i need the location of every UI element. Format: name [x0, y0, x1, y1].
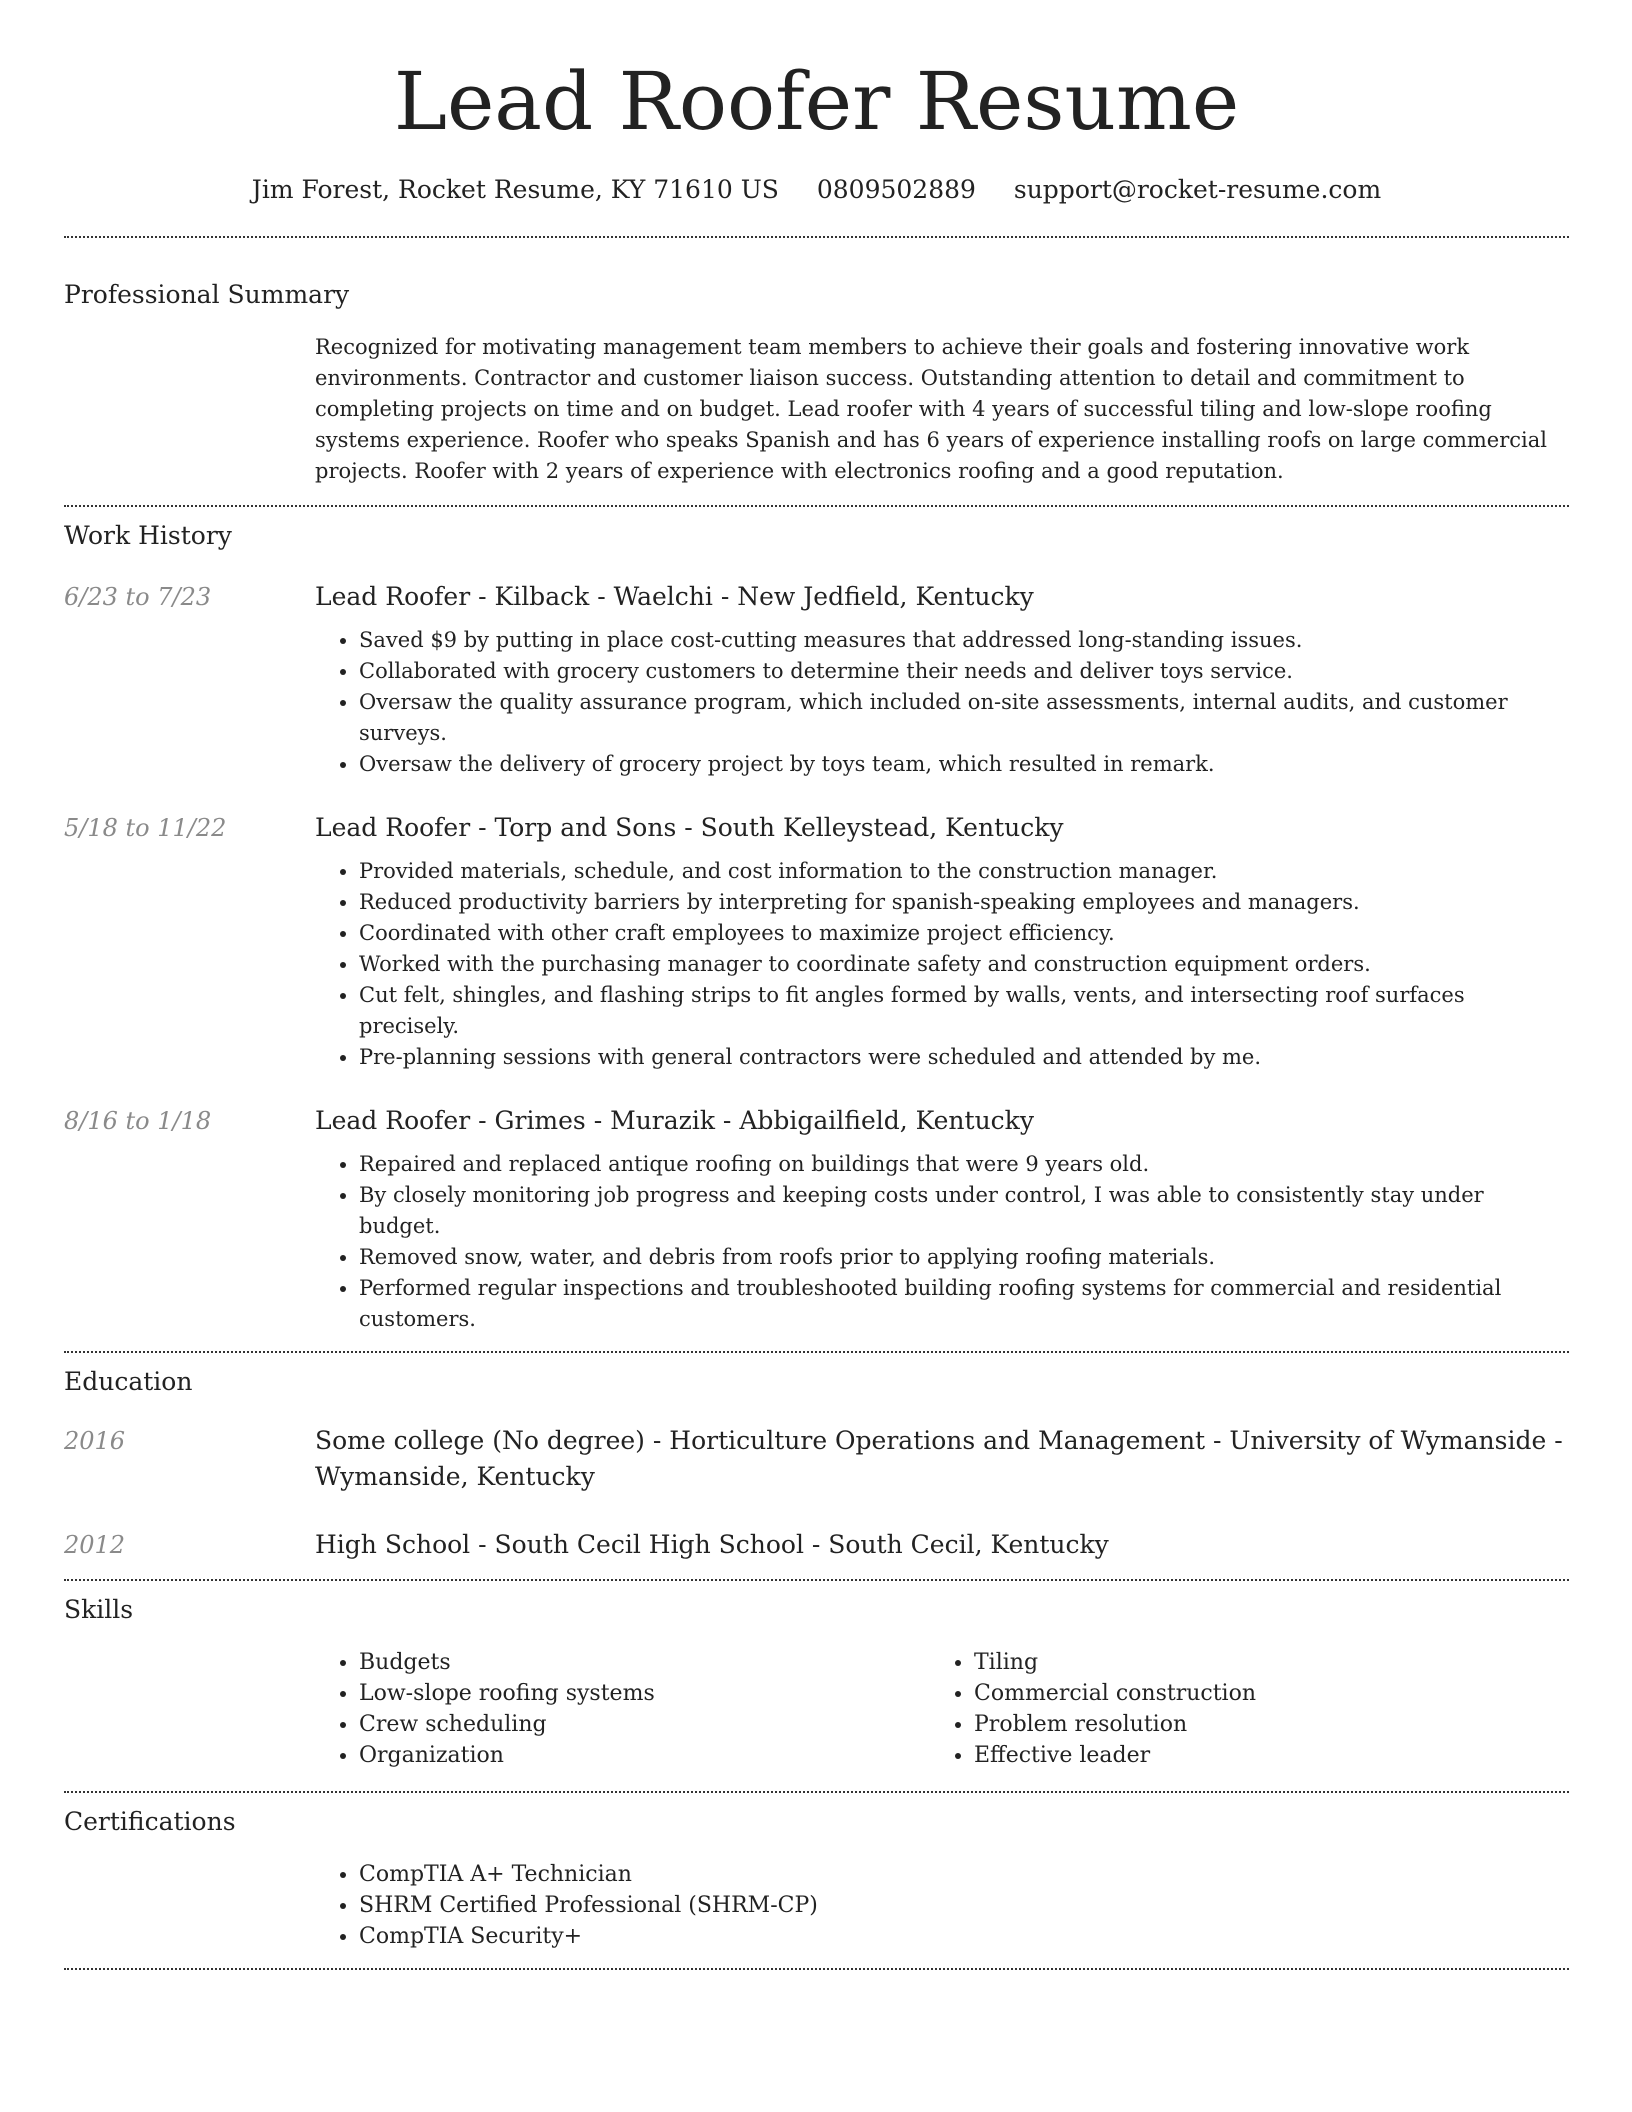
- list-item: • Coordinated with other craft employees to maximize project efficiency.: [359, 918, 1569, 949]
- skill-item: • Commercial construction: [974, 1678, 1545, 1709]
- certification-item: • SHRM Certified Professional (SHRM-CP): [359, 1890, 1569, 1921]
- skill-item: • Crew scheduling: [359, 1709, 930, 1740]
- education-year: 2012: [64, 1531, 126, 1559]
- education-entry: [64, 1527, 1569, 1563]
- list-item: • Saved $9 by putting in place cost-cutting measures that addressed long-standing issues.: [359, 625, 1569, 656]
- work-entry: [64, 1103, 1569, 1335]
- list-item: • Pre-planning sessions with general contractors were scheduled and attended by me.: [359, 1042, 1569, 1073]
- work-dates: 8/16 to 1/18: [64, 1107, 212, 1135]
- list-item: • Cut felt, shingles, and flashing strips to fit angles formed by walls, vents, and intersecting roof surfaces precisely.: [359, 980, 1569, 1042]
- education-year: 2016: [64, 1427, 126, 1455]
- list-item: • Oversaw the delivery of grocery project by toys team, which resulted in remark.: [359, 749, 1569, 780]
- skill-item: • Low-slope roofing systems: [359, 1678, 930, 1709]
- job-title: Lead Roofer - Kilback - Waelchi - New Jedfield, Kentucky: [315, 582, 1034, 611]
- education-degree: Some college (No degree) - Horticulture Operations and Management: [315, 1426, 1206, 1455]
- resume-page: [64, 0, 1569, 1970]
- contact-address: Jim Forest, Rocket Resume, KY 71610 US: [251, 175, 779, 204]
- job-bullets: [315, 625, 1569, 780]
- contact-phone: 0809502889: [816, 175, 976, 204]
- job-bullets: [315, 856, 1569, 1073]
- work-entry: [64, 810, 1569, 1073]
- job-title: Lead Roofer - Grimes - Murazik - Abbigailfield, Kentucky: [315, 1106, 1034, 1135]
- section-title-summary: Professional Summary: [64, 280, 350, 309]
- contact-line: [64, 172, 1569, 208]
- list-item: • Removed snow, water, and debris from roofs prior to applying roofing materials.: [359, 1242, 1569, 1273]
- list-item: • Oversaw the quality assurance program, which included on-site assessments, internal audits, and customer surveys.: [359, 687, 1569, 749]
- list-item: • Repaired and replaced antique roofing on buildings that were 9 years old.: [359, 1149, 1569, 1180]
- certification-item: • CompTIA A+ Technician: [359, 1859, 1569, 1890]
- job-bullets: [315, 1149, 1569, 1335]
- skill-item: • Problem resolution: [974, 1709, 1545, 1740]
- page-title: Lead Roofer Resume: [393, 55, 1240, 148]
- work-dates: 5/18 to 11/22: [64, 814, 227, 842]
- section-title-skills: Skills: [64, 1595, 134, 1624]
- contact-email: support@rocket-resume.com: [1013, 175, 1382, 204]
- divider: [64, 1968, 1569, 1970]
- list-item: • Worked with the purchasing manager to coordinate safety and construction equipment orders.: [359, 949, 1569, 980]
- list-item: • Performed regular inspections and troubleshooted building roofing systems for commercial and residential customers.: [359, 1273, 1569, 1335]
- section-title-certifications: Certifications: [64, 1807, 236, 1836]
- skills-column-left: [315, 1647, 930, 1771]
- education-school: - University of Wymanside - Wymanside, Kentucky: [315, 1426, 1563, 1491]
- job-title: Lead Roofer - Torp and Sons - South Kelleystead, Kentucky: [315, 813, 1064, 842]
- education-degree: High School: [315, 1530, 471, 1559]
- list-item: • Reduced productivity barriers by interpreting for spanish-speaking employees and managers.: [359, 887, 1569, 918]
- work-entry: [64, 579, 1569, 780]
- section-title-education: Education: [64, 1367, 193, 1396]
- section-title-work-history: Work History: [64, 521, 232, 550]
- education-entry: [64, 1423, 1569, 1495]
- certification-item: • CompTIA Security+: [359, 1921, 1569, 1952]
- list-item: • Collaborated with grocery customers to determine their needs and deliver toys service.: [359, 656, 1569, 687]
- skills-list: [315, 1647, 1569, 1771]
- skill-item: • Effective leader: [974, 1740, 1545, 1771]
- skills-column-right: [930, 1647, 1545, 1771]
- certifications-list: [315, 1859, 1569, 1952]
- skill-item: • Organization: [359, 1740, 930, 1771]
- list-item: • By closely monitoring job progress and keeping costs under control, I was able to consistently stay under budget.: [359, 1180, 1569, 1242]
- work-dates: 6/23 to 7/23: [64, 583, 212, 611]
- skill-item: • Budgets: [359, 1647, 930, 1678]
- skill-item: • Tiling: [974, 1647, 1545, 1678]
- list-item: • Provided materials, schedule, and cost information to the construction manager.: [359, 856, 1569, 887]
- summary-text: Recognized for motivating management team members to achieve their goals and fostering innovative work environments. Contractor and customer liaison success. Outstanding attention to detail and commitment to completing projects on time and on budget. Lead roofer with 4 years of successful tiling and low-slope roofing systems experience. Roofer who speaks Spanish and has 6 years of experience installing roofs on large commercial projects. Roofer with 2 years of experience with electronics roofing and a good reputation.: [315, 335, 1547, 483]
- education-school: - South Cecil High School - South Cecil, Kentucky: [470, 1530, 1109, 1559]
